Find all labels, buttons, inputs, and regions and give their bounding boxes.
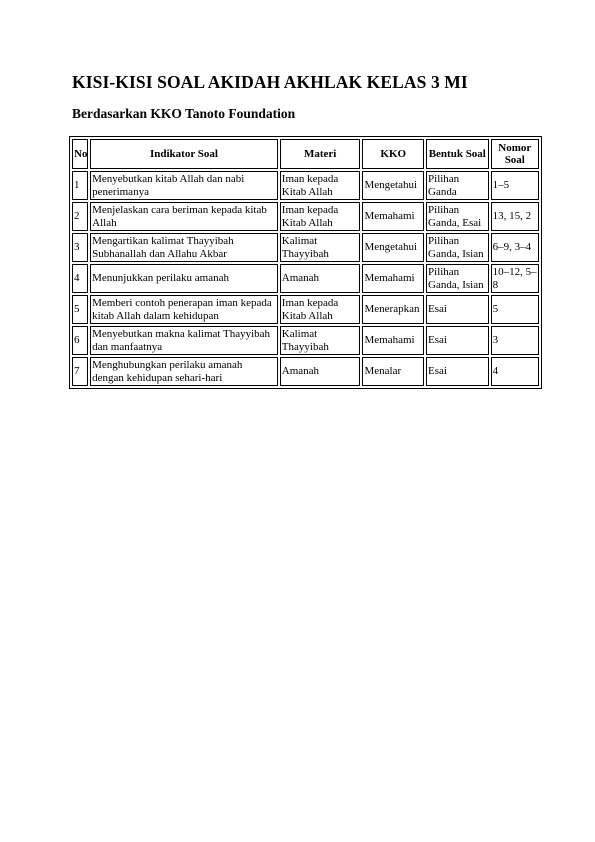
cell-bentuk-soal: Pilihan Ganda, Isian: [426, 264, 489, 293]
cell-indikator: Memberi contoh penerapan iman kepada kitab Allah dalam kehidupan: [90, 295, 278, 324]
header-indikator: Indikator Soal: [90, 139, 278, 169]
cell-nomor-soal: 10–12, 5–8: [491, 264, 539, 293]
cell-indikator: Menjelaskan cara beriman kepada kitab Allah: [90, 202, 278, 231]
document-subtitle: Berdasarkan KKO Tanoto Foundation: [72, 106, 296, 121]
cell-kko: Mengetahui: [362, 171, 424, 200]
cell-no: 6: [72, 326, 88, 355]
table-row: [72, 326, 539, 355]
cell-materi: Kalimat Thayyibah: [280, 326, 361, 355]
cell-indikator: Menyebutkan makna kalimat Thayyibah dan manfaatnya: [90, 326, 278, 355]
header-no: No: [72, 139, 88, 169]
cell-no: 1: [72, 171, 88, 200]
header-nomor-soal: Nomor Soal: [491, 139, 539, 169]
cell-materi: Iman kepada Kitab Allah: [280, 202, 361, 231]
cell-indikator: Menghubungkan perilaku amanah dengan kehidupan sehari-hari: [90, 357, 278, 386]
cell-nomor-soal: 6–9, 3–4: [491, 233, 539, 262]
cell-no: 2: [72, 202, 88, 231]
table-row: [72, 202, 539, 231]
cell-kko: Memahami: [362, 202, 424, 231]
cell-no: 5: [72, 295, 88, 324]
cell-indikator: Menyebutkan kitab Allah dan nabi penerimanya: [90, 171, 278, 200]
document-title: KISI-KISI SOAL AKIDAH AKHLAK KELAS 3 MI: [72, 72, 468, 92]
table-row: [72, 295, 539, 324]
header-kko: KKO: [362, 139, 424, 169]
cell-nomor-soal: 5: [491, 295, 539, 324]
cell-indikator: Menunjukkan perilaku amanah: [90, 264, 278, 293]
cell-kko: Menalar: [362, 357, 424, 386]
cell-kko: Menerapkan: [362, 295, 424, 324]
cell-no: 3: [72, 233, 88, 262]
header-bentuk-soal: Bentuk Soal: [426, 139, 489, 169]
cell-nomor-soal: 1–5: [491, 171, 539, 200]
cell-materi: Amanah: [280, 264, 361, 293]
cell-bentuk-soal: Esai: [426, 326, 489, 355]
table-row: [72, 357, 539, 386]
cell-materi: Amanah: [280, 357, 361, 386]
cell-nomor-soal: 13, 15, 2: [491, 202, 539, 231]
cell-bentuk-soal: Pilihan Ganda: [426, 171, 489, 200]
cell-kko: Memahami: [362, 326, 424, 355]
cell-bentuk-soal: Esai: [426, 357, 489, 386]
cell-bentuk-soal: Esai: [426, 295, 489, 324]
cell-indikator: Mengartikan kalimat Thayyibah Subhanallah dan Allahu Akbar: [90, 233, 278, 262]
cell-no: 7: [72, 357, 88, 386]
cell-bentuk-soal: Pilihan Ganda, Isian: [426, 233, 489, 262]
table-header-row: [72, 139, 539, 169]
cell-bentuk-soal: Pilihan Ganda, Esai: [426, 202, 489, 231]
cell-materi: Kalimat Thayyibah: [280, 233, 361, 262]
table-row: [72, 171, 539, 200]
cell-materi: Iman kepada Kitab Allah: [280, 295, 361, 324]
table-row: [72, 233, 539, 262]
kisi-kisi-table: [69, 136, 542, 389]
table-row: [72, 264, 539, 293]
cell-no: 4: [72, 264, 88, 293]
header-materi: Materi: [280, 139, 361, 169]
cell-kko: Memahami: [362, 264, 424, 293]
cell-nomor-soal: 3: [491, 326, 539, 355]
cell-kko: Mengetahui: [362, 233, 424, 262]
cell-nomor-soal: 4: [491, 357, 539, 386]
cell-materi: Iman kepada Kitab Allah: [280, 171, 361, 200]
